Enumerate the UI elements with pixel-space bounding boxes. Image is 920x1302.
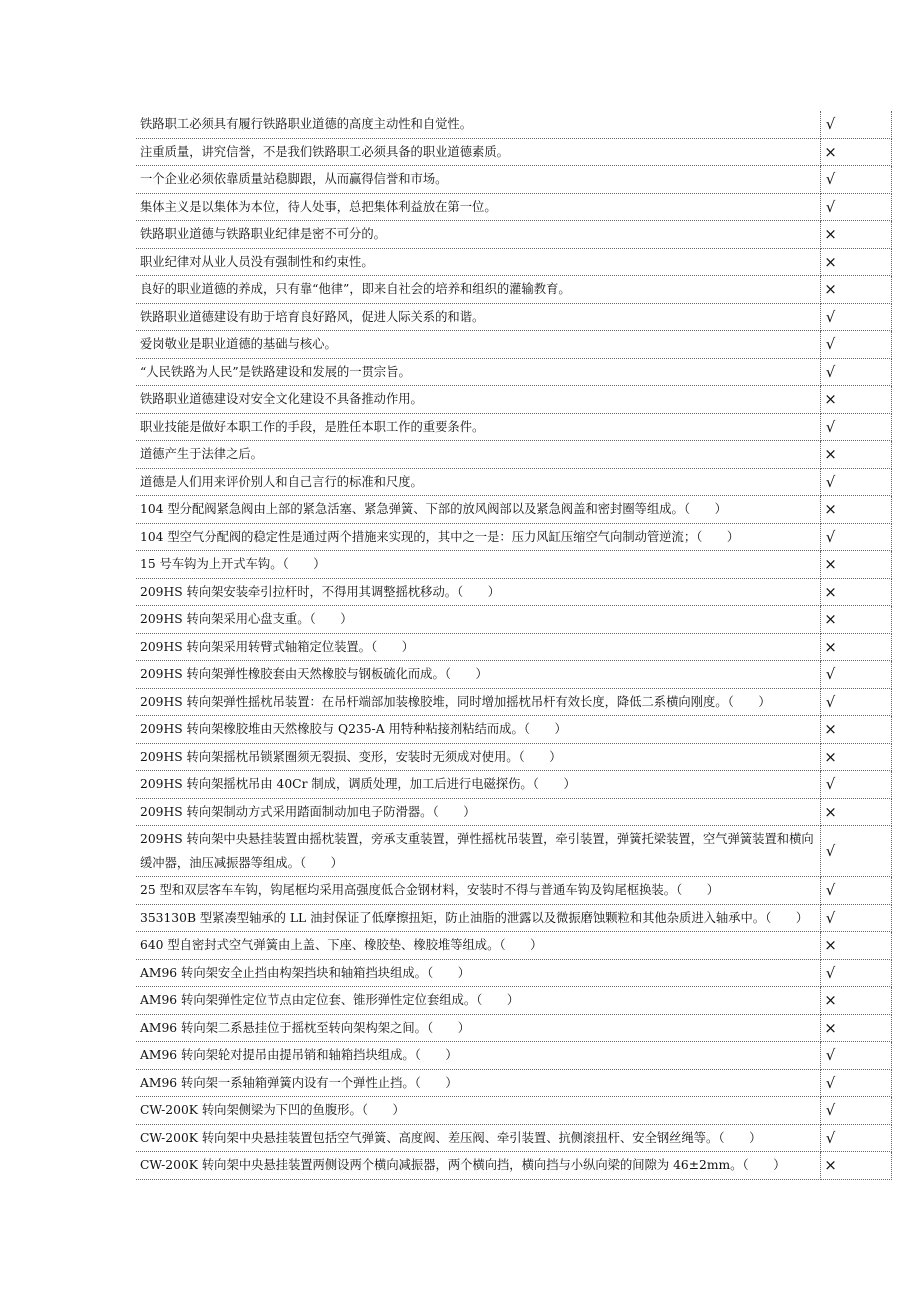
question-text: 209HS 转向架采用心盘支重。（ ） xyxy=(136,606,820,634)
cross-mark-icon: × xyxy=(824,280,837,298)
check-mark-icon: √ xyxy=(825,881,836,899)
question-text: 职业技能是做好本职工作的手段，是胜任本职工作的重要条件。 xyxy=(136,413,820,441)
cross-mark-icon: × xyxy=(824,1018,837,1037)
question-text: 209HS 转向架摇枕吊锁紧圈须无裂损、变形，安装时无须成对使用。（ ） xyxy=(136,743,820,771)
table-body xyxy=(136,111,891,1179)
question-text: 职业纪律对从业人员没有强制性和约束性。 xyxy=(136,248,820,276)
question-text: AM96 转向架弹性定位节点由定位套、锥形弹性定位套组成。（ ） xyxy=(136,987,820,1015)
question-text: CW-200K 转向架中央悬挂装置包括空气弹簧、高度阀、差压阀、牵引装置、抗侧滚扭杆、安全钢丝绳等。（ ） xyxy=(136,1124,820,1152)
table-row xyxy=(136,441,891,469)
question-text: AM96 转向架二系悬挂位于摇枕至转向架构架之间。（ ） xyxy=(136,1014,820,1042)
table-row xyxy=(136,551,891,579)
cross-mark-icon: × xyxy=(824,802,837,821)
table-row xyxy=(136,386,891,414)
question-text: AM96 转向架安全止挡由构架挡块和轴箱挡块组成。（ ） xyxy=(136,959,820,987)
question-text: 铁路职业道德建设有助于培育良好路风，促进人际关系的和谐。 xyxy=(136,303,820,331)
answer-cell xyxy=(820,1014,891,1042)
table-row xyxy=(136,826,891,877)
question-text: 良好的职业道德的养成，只有靠“他律”，即来自社会的培养和组织的灌输教育。 xyxy=(136,276,820,304)
table-row xyxy=(136,1042,891,1070)
question-text: 15 号车钩为上开式车钩。（ ） xyxy=(136,551,820,579)
answer-cell xyxy=(820,331,891,359)
cross-mark-icon: × xyxy=(824,252,837,271)
question-text: 爱岗敬业是职业道德的基础与核心。 xyxy=(136,331,820,359)
table-row xyxy=(136,798,891,826)
answer-cell xyxy=(820,1124,891,1152)
answer-cell xyxy=(820,932,891,960)
question-text: 铁路职工必须具有履行铁路职业道德的高度主动性和自觉性。 xyxy=(136,111,820,138)
table-row xyxy=(136,358,891,386)
table-row xyxy=(136,138,891,166)
check-mark-icon: √ xyxy=(825,963,836,982)
question-text: 25 型和双层客车车钩，钩尾框均采用高强度低合金钢材料，安装时不得与普通车钩及钩尾框换装。（ ） xyxy=(136,877,820,905)
table-row xyxy=(136,606,891,634)
answer-cell xyxy=(820,496,891,524)
answer-cell xyxy=(820,166,891,194)
table-row xyxy=(136,1124,891,1152)
question-text: 209HS 转向架制动方式采用踏面制动加电子防滑器。（ ） xyxy=(136,798,820,826)
answer-cell xyxy=(820,551,891,579)
question-text: 209HS 转向架安装牵引拉杆时，不得用其调整摇枕移动。（ ） xyxy=(136,578,820,606)
check-mark-icon: √ xyxy=(825,170,836,188)
cross-mark-icon: × xyxy=(824,936,837,954)
check-mark-icon: √ xyxy=(825,417,836,436)
question-text: CW-200K 转向架侧梁为下凹的鱼腹形。（ ） xyxy=(136,1097,820,1125)
cross-mark-icon: × xyxy=(824,500,837,518)
check-mark-icon: √ xyxy=(825,665,836,683)
question-text: 209HS 转向架弹性橡胶套由天然橡胶与钢板硫化而成。（ ） xyxy=(136,661,820,689)
answer-cell xyxy=(820,221,891,249)
answer-cell xyxy=(820,523,891,551)
question-text: 209HS 转向架橡胶堆由天然橡胶与 Q235-A 用特种粘接剂粘结而成。（ ） xyxy=(136,716,820,744)
table-row xyxy=(136,877,891,905)
answer-cell xyxy=(820,386,891,414)
answer-cell xyxy=(820,1069,891,1097)
check-mark-icon: √ xyxy=(825,472,836,491)
check-mark-icon: √ xyxy=(825,1046,836,1064)
table-row xyxy=(136,276,891,304)
check-mark-icon: √ xyxy=(825,1101,836,1119)
answer-cell xyxy=(820,441,891,469)
cross-mark-icon: × xyxy=(824,991,837,1009)
cross-mark-icon: × xyxy=(824,637,837,656)
answer-cell xyxy=(820,688,891,716)
table-row xyxy=(136,496,891,524)
cross-mark-icon: × xyxy=(824,582,837,601)
check-mark-icon: √ xyxy=(825,1128,836,1147)
answer-cell xyxy=(820,716,891,744)
question-text: AM96 转向架一系轴箱弹簧内设有一个弹性止挡。（ ） xyxy=(136,1069,820,1097)
cross-mark-icon: × xyxy=(824,142,837,161)
question-text: 集体主义是以集体为本位，待人处事，总把集体利益放在第一位。 xyxy=(136,193,820,221)
table-row xyxy=(136,1097,891,1125)
cross-mark-icon: × xyxy=(824,610,837,628)
answer-cell xyxy=(820,138,891,166)
question-text: 640 型自密封式空气弹簧由上盖、下座、橡胶垫、橡胶堆等组成。（ ） xyxy=(136,932,820,960)
table-row xyxy=(136,932,891,960)
table-row xyxy=(136,716,891,744)
table-row xyxy=(136,468,891,496)
table-row xyxy=(136,413,891,441)
table-row xyxy=(136,904,891,932)
answer-cell xyxy=(820,987,891,1015)
table-row xyxy=(136,523,891,551)
cross-mark-icon: × xyxy=(824,747,837,766)
answer-cell xyxy=(820,771,891,799)
check-mark-icon: √ xyxy=(825,841,836,860)
cross-mark-icon: × xyxy=(824,390,837,408)
answer-cell xyxy=(820,276,891,304)
question-text: 209HS 转向架中央悬挂装置由摇枕装置，旁承支重装置，弹性摇枕吊装置，牵引装置，弹簧托梁装置，空气弹簧装置和横向缓冲器，油压减振器等组成。（ ） xyxy=(136,826,820,877)
check-mark-icon: √ xyxy=(825,115,836,133)
table-row xyxy=(136,166,891,194)
table-row xyxy=(136,743,891,771)
answer-cell xyxy=(820,743,891,771)
answer-cell xyxy=(820,578,891,606)
answer-cell xyxy=(820,904,891,932)
table-row xyxy=(136,193,891,221)
answer-cell xyxy=(820,1097,891,1125)
answer-cell xyxy=(820,826,891,877)
table-row xyxy=(136,771,891,799)
answer-cell xyxy=(820,193,891,221)
answer-cell xyxy=(820,661,891,689)
question-text: CW-200K 转向架中央悬挂装置两侧设两个横向减振器，两个横向挡，横向挡与小纵向梁的间隙为 46±2mm。（ ） xyxy=(136,1152,820,1180)
answer-cell xyxy=(820,358,891,386)
question-text: “人民铁路为人民”是铁路建设和发展的一贯宗旨。 xyxy=(136,358,820,386)
check-mark-icon: √ xyxy=(825,775,836,793)
question-text: 铁路职业道德与铁路职业纪律是密不可分的。 xyxy=(136,221,820,249)
table-row xyxy=(136,959,891,987)
question-text: 铁路职业道德建设对安全文化建设不具备推动作用。 xyxy=(136,386,820,414)
question-text: 353130B 型紧凑型轴承的 LL 油封保证了低摩擦扭矩，防止油脂的泄露以及微振磨蚀颗粒和其他杂质进入轴承中。（ ） xyxy=(136,904,820,932)
check-mark-icon: √ xyxy=(825,692,836,711)
table-row xyxy=(136,987,891,1015)
answer-cell xyxy=(820,248,891,276)
answer-cell xyxy=(820,111,891,138)
table-row xyxy=(136,303,891,331)
question-answer-table xyxy=(136,111,891,1180)
question-text: 道德产生于法律之后。 xyxy=(136,441,820,469)
question-text: 209HS 转向架弹性摇枕吊装置：在吊杆端部加装橡胶堆，同时增加摇枕吊杆有效长度，降低二系横向刚度。（ ） xyxy=(136,688,820,716)
answer-cell xyxy=(820,877,891,905)
cross-mark-icon: × xyxy=(824,225,837,243)
answer-cell xyxy=(820,413,891,441)
check-mark-icon: √ xyxy=(825,362,836,381)
answer-cell xyxy=(820,1042,891,1070)
question-text: 104 型空气分配阀的稳定性是通过两个措施来实现的，其中之一是：压力风缸压缩空气向制动管逆流；（ ） xyxy=(136,523,820,551)
answer-cell xyxy=(820,606,891,634)
answer-cell xyxy=(820,959,891,987)
answer-cell xyxy=(820,303,891,331)
cross-mark-icon: × xyxy=(824,555,837,573)
table-row xyxy=(136,661,891,689)
question-text: AM96 转向架轮对提吊由提吊销和轴箱挡块组成。（ ） xyxy=(136,1042,820,1070)
question-text: 209HS 转向架采用转臂式轴箱定位装置。（ ） xyxy=(136,633,820,661)
table-row xyxy=(136,633,891,661)
answer-cell xyxy=(820,633,891,661)
answer-cell xyxy=(820,468,891,496)
cross-mark-icon: × xyxy=(824,1156,837,1174)
question-text: 道德是人们用来评价别人和自己言行的标准和尺度。 xyxy=(136,468,820,496)
check-mark-icon: √ xyxy=(825,335,836,353)
check-mark-icon: √ xyxy=(825,527,836,546)
question-text: 一个企业必须依靠质量站稳脚跟，从而赢得信誉和市场。 xyxy=(136,166,820,194)
cross-mark-icon: × xyxy=(824,445,837,463)
table-row xyxy=(136,1014,891,1042)
question-text: 注重质量，讲究信誉，不是我们铁路职工必须具备的职业道德素质。 xyxy=(136,138,820,166)
check-mark-icon: √ xyxy=(825,1073,836,1092)
table-row xyxy=(136,111,891,138)
table-row xyxy=(136,1069,891,1097)
table-row xyxy=(136,331,891,359)
answer-cell xyxy=(820,798,891,826)
table-row xyxy=(136,688,891,716)
question-text: 104 型分配阀紧急阀由上部的紧急活塞、紧急弹簧、下部的放风阀部以及紧急阀盖和密封圈等组成。（ ） xyxy=(136,496,820,524)
question-text: 209HS 转向架摇枕吊由 40Cr 制成，调质处理，加工后进行电磁探伤。（ ） xyxy=(136,771,820,799)
table-row xyxy=(136,578,891,606)
check-mark-icon: √ xyxy=(825,197,836,216)
table-row xyxy=(136,248,891,276)
check-mark-icon: √ xyxy=(825,908,836,927)
answer-cell xyxy=(820,1152,891,1180)
cross-mark-icon: × xyxy=(824,720,837,738)
table-row xyxy=(136,1152,891,1180)
table-row xyxy=(136,221,891,249)
check-mark-icon: √ xyxy=(825,307,836,326)
